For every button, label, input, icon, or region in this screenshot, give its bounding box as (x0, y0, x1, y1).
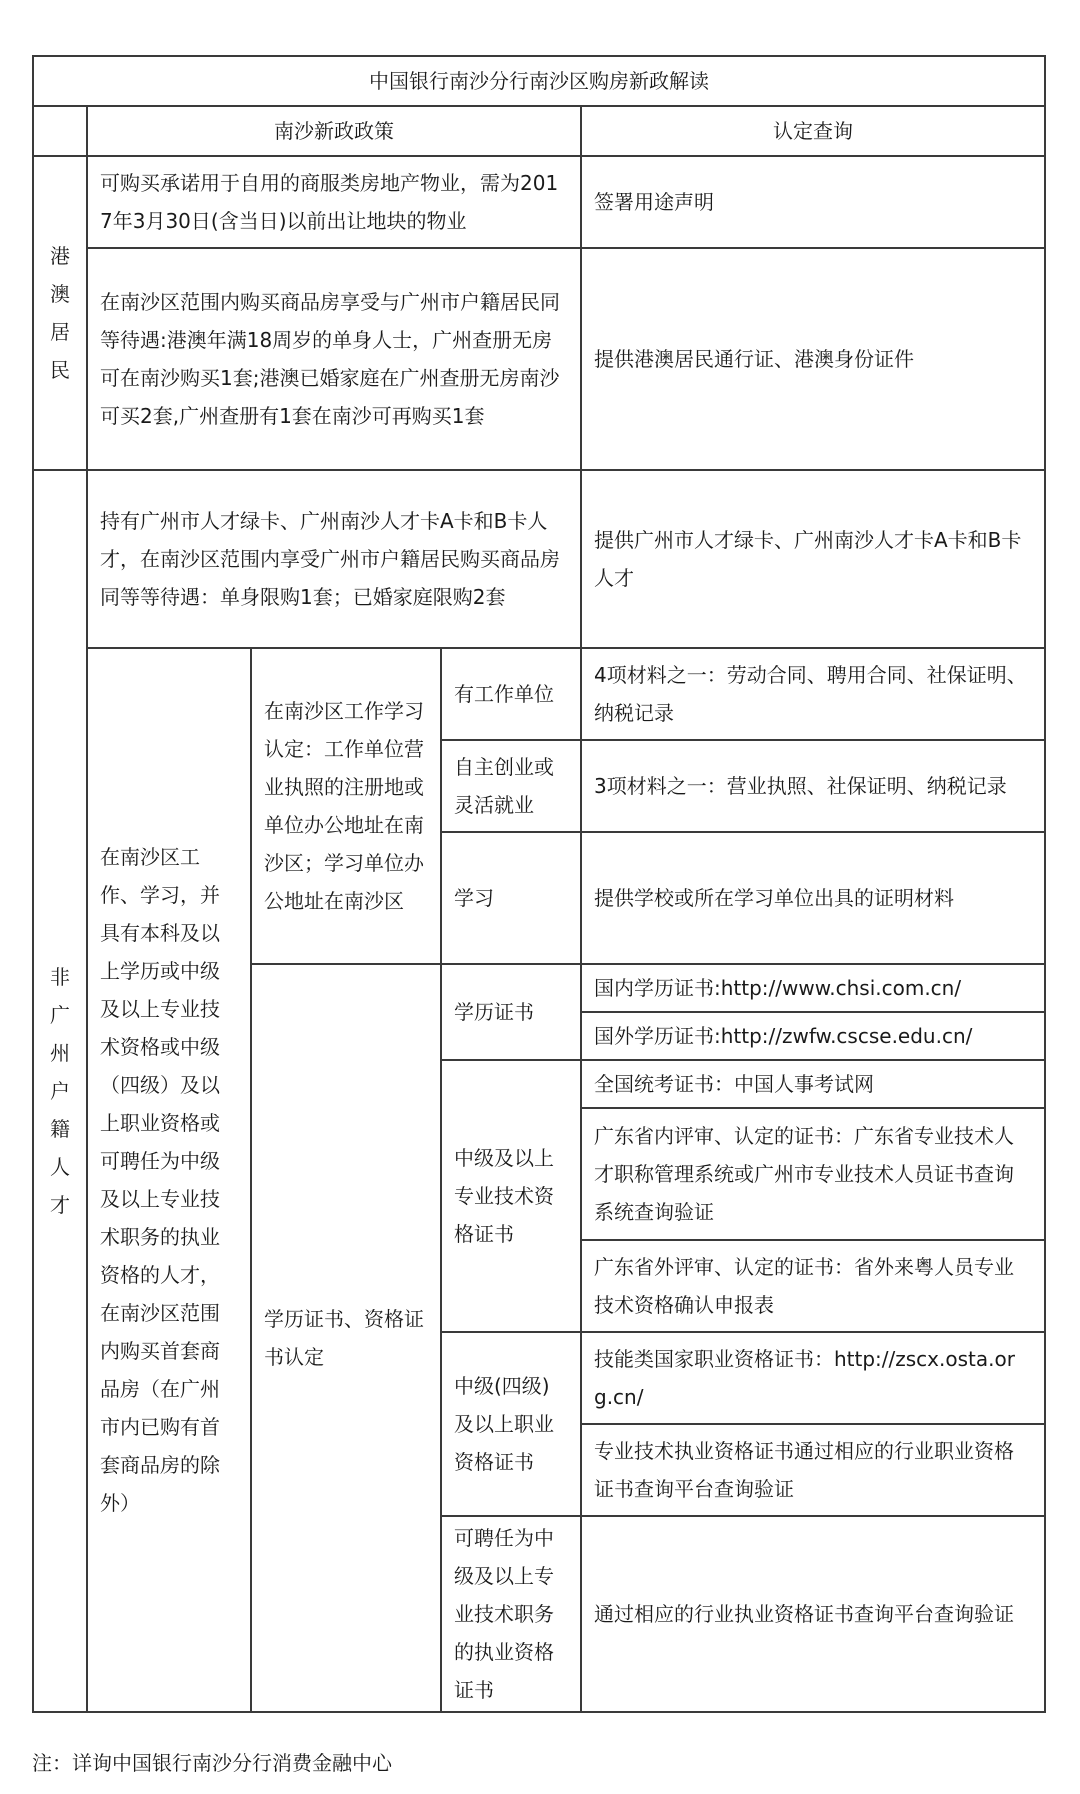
talent-card-verify: 提供广州市人才绿卡、广州南沙人才卡A卡和B卡人才 (581, 470, 1045, 648)
header-policy: 南沙新政政策 (87, 106, 581, 156)
professional-item-2: 广东省内评审、认定的证书：广东省专业技术人才职称管理系统或广州市专业技术人员证书查询系统查询验证 (581, 1108, 1045, 1240)
work-verify-study: 提供学校或所在学习单位出具的证明材料 (581, 832, 1045, 964)
work-type-study: 学习 (441, 832, 581, 964)
group-label-talent (33, 470, 87, 1712)
table-title: 中国银行南沙分行南沙区购房新政解读 (33, 56, 1045, 106)
policy-table (32, 55, 1046, 1713)
header-blank-cell (33, 106, 87, 156)
work-type-self-employed: 自主创业或灵活就业 (441, 740, 581, 832)
professional-item-1: 全国统考证书：中国人事考试网 (581, 1060, 1045, 1108)
vocational-type: 中级(四级)及以上职业资格证书 (441, 1332, 581, 1516)
talent-condition: 在南沙区工作、学习，并具有本科及以上学历或中级及以上专业技术资格或中级（四级）及以上职业资格或可聘任为中级及以上专业技术职务的执业资格的人才，在南沙区范围内购买首套商品房（在广州市内已购有首套商品房的除外） (87, 648, 251, 1712)
professional-item-3: 广东省外评审、认定的证书：省外来粤人员专业技术资格确认申报表 (581, 1240, 1045, 1332)
hk-verify-1: 签署用途声明 (581, 156, 1045, 248)
vocational-item-1: 技能类国家职业资格证书：http://zscx.osta.org.cn/ (581, 1332, 1045, 1424)
work-verify-employed: 4项材料之一：劳动合同、聘用合同、社保证明、纳税记录 (581, 648, 1045, 740)
diploma-foreign: 国外学历证书:http://zwfw.cscse.edu.cn/ (581, 1012, 1045, 1060)
group-label-text: 非 广 州 户 籍 人 才 (50, 965, 70, 1217)
diploma-type: 学历证书 (441, 964, 581, 1060)
hk-verify-2: 提供港澳居民通行证、港澳身份证件 (581, 248, 1045, 470)
work-type-employed: 有工作单位 (441, 648, 581, 740)
vocational-item-2: 专业技术执业资格证书通过相应的行业职业资格证书查询平台查询验证 (581, 1424, 1045, 1516)
group-label-text: 港 澳 居 民 (50, 244, 70, 382)
professional-type: 中级及以上专业技术资格证书 (441, 1060, 581, 1332)
work-verify-self-employed: 3项材料之一：营业执照、社保证明、纳税记录 (581, 740, 1045, 832)
diploma-domestic: 国内学历证书:http://www.chsi.com.cn/ (581, 964, 1045, 1012)
practice-type: 可聘任为中级及以上专业技术职务的执业资格证书 (441, 1516, 581, 1712)
header-verify: 认定查询 (581, 106, 1045, 156)
talent-card-policy: 持有广州市人才绿卡、广州南沙人才卡A卡和B卡人才，在南沙区范围内享受广州市户籍居民购买商品房同等等待遇：单身限购1套；已婚家庭限购2套 (87, 470, 581, 648)
work-study-label: 在南沙区工作学习认定：工作单位营业执照的注册地或单位办公地址在南沙区；学习单位办公地址在南沙区 (251, 648, 441, 964)
hk-policy-2: 在南沙区范围内购买商品房享受与广州市户籍居民同等待遇:港澳年满18周岁的单身人士，广州查册无房可在南沙购买1套;港澳已婚家庭在广州查册无房南沙可买2套,广州查册有1套在南沙可再购买1套 (87, 248, 581, 470)
footnote: 注：详询中国银行南沙分行消费金融中心 (32, 1751, 392, 1775)
group-label-hk-macau (33, 156, 87, 470)
certificates-label: 学历证书、资格证书认定 (251, 964, 441, 1712)
practice-verify: 通过相应的行业执业资格证书查询平台查询验证 (581, 1516, 1045, 1712)
hk-policy-1: 可购买承诺用于自用的商服类房地产物业，需为2017年3月30日(含当日)以前出让地块的物业 (87, 156, 581, 248)
